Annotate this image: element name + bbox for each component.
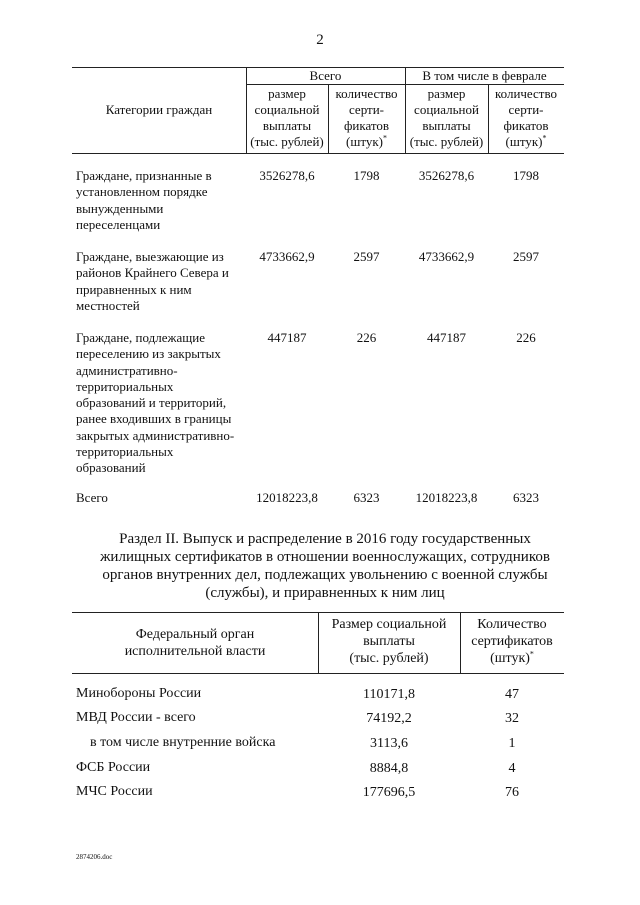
- table-cell-count: 1798: [353, 168, 380, 183]
- table-cell-payment: 447187: [267, 330, 307, 345]
- table-cell-feb-count: 2597: [513, 249, 539, 264]
- table-cell-payment: 8884,8: [369, 761, 409, 776]
- table2-header-payment: Размер социальной выплаты (тыс. рублей): [331, 617, 447, 666]
- table-cell-payment: 74192,2: [366, 711, 412, 726]
- table-cell-payment: 110171,8: [363, 687, 415, 702]
- table-row-org: ФСБ России: [76, 760, 151, 775]
- table1-total-count: 6323: [353, 490, 380, 505]
- table1-header-total: Всего: [309, 68, 342, 83]
- table-row-category: Граждане, выезжающие из районов Крайнего Севера и приравненных к ним местностей: [76, 249, 229, 313]
- table1-total-feb-count: 6323: [513, 490, 539, 505]
- table-row-org: в том числе внутренние войска: [90, 735, 276, 750]
- table-cell-count: 76: [505, 785, 519, 800]
- page-number: 2: [316, 32, 324, 48]
- table1-header-categories: Категории граждан: [105, 102, 213, 117]
- table1-total-label: Всего: [76, 490, 108, 505]
- table-cell-feb-count: 226: [516, 330, 536, 345]
- table-row-category: Граждане, подлежащие переселению из закрытых административно- территориальных образований и территорий, ранее входивших в границы закрытых административно- территориальных образований: [76, 330, 235, 476]
- table-cell-count: 226: [356, 330, 377, 345]
- table-cell-payment: 4733662,9: [259, 249, 315, 264]
- table-cell-payment: 177696,5: [362, 785, 416, 800]
- table-row-org: МЧС России: [76, 784, 153, 799]
- table-row-org: Минобороны России: [76, 686, 202, 701]
- section-title: Раздел II. Выпуск и распределение в 2016 году государственных жилищных сертификатов в отношении военнослужащих, сотрудников органов внутренних дел, подлежащих увольнению с военной службы (службы), и приравненных к ним лиц: [100, 531, 550, 601]
- table1-header-feb-payment: размер социальной выплаты (тыс. рублей): [409, 86, 484, 149]
- table2-header-count: Количество сертификатов (штук)*: [471, 617, 553, 666]
- table-cell-payment: 3526278,6: [259, 168, 315, 183]
- table-cell-count: 1: [508, 736, 516, 751]
- table-cell-feb-payment: 4733662,9: [418, 249, 475, 264]
- footer-doc-id: 2874206.doc: [76, 853, 113, 861]
- table1-header-bottom: [72, 153, 564, 154]
- table-cell-count: 47: [505, 687, 519, 702]
- table1-header-feb-count: количество серти- фикатов (штук)*: [494, 86, 558, 149]
- table1-header-count: количество серти- фикатов (штук)*: [335, 86, 398, 149]
- table-cell-payment: 3113,6: [370, 736, 408, 751]
- table2-header-bottom: [72, 673, 564, 674]
- table1-header-february: В том числе в феврале: [422, 68, 547, 83]
- table1-total-feb-payment: 12018223,8: [415, 490, 478, 505]
- table-cell-count: 32: [505, 711, 519, 726]
- table1-total-payment: 12018223,8: [256, 490, 318, 505]
- table-row-org: МВД России - всего: [76, 710, 196, 725]
- table-cell-feb-count: 1798: [513, 168, 539, 183]
- table1-header-payment: размер социальной выплаты (тыс. рублей): [250, 86, 324, 149]
- table-row-category: Граждане, признанные в установленном порядке вынужденными переселенцами: [76, 168, 212, 232]
- table-cell-count: 2597: [353, 249, 380, 264]
- table-cell-feb-payment: 3526278,6: [418, 168, 475, 183]
- table2-header-org: Федеральный орган исполнительной власти: [124, 627, 266, 659]
- table-cell-count: 4: [508, 761, 516, 776]
- table-cell-feb-payment: 447187: [427, 330, 466, 345]
